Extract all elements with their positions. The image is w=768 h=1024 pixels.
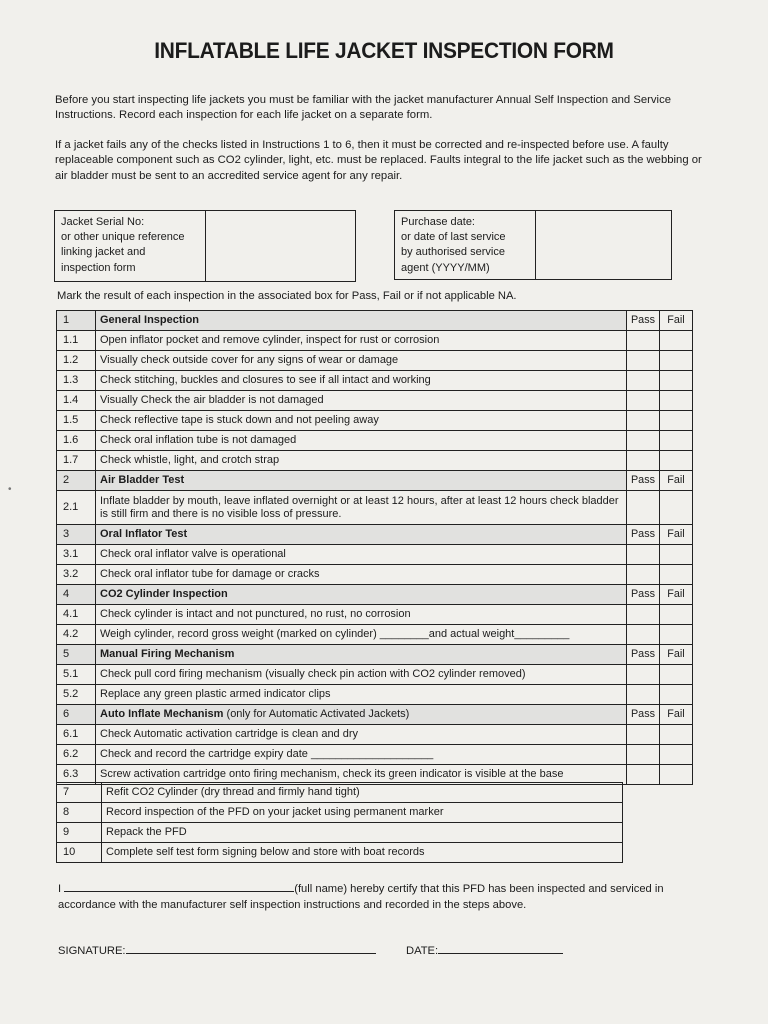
item-text: Screw activation cartridge onto firing mechanism, check its green indicator is visible at the base [96, 765, 627, 785]
item-number: 6.2 [57, 745, 96, 765]
pass-checkbox[interactable] [627, 665, 660, 685]
pass-checkbox[interactable] [627, 745, 660, 765]
form-title: INFLATABLE LIFE JACKET INSPECTION FORM [154, 38, 614, 63]
section-title-text: Manual Firing Mechanism [100, 648, 235, 660]
checklist-row [57, 665, 693, 685]
pass-checkbox[interactable] [627, 371, 660, 391]
pass-checkbox[interactable] [627, 451, 660, 471]
pass-checkbox[interactable] [627, 411, 660, 431]
pass-checkbox[interactable] [627, 685, 660, 705]
section-note: (only for Automatic Activated Jackets) [226, 708, 410, 720]
section-title [96, 705, 627, 725]
section-title [96, 645, 627, 665]
pass-header: Pass [627, 645, 660, 665]
item-number: 6.1 [57, 725, 96, 745]
item-text: Check Automatic activation cartridge is clean and dry [96, 725, 627, 745]
item-number: 2.1 [57, 491, 96, 525]
section-number: 4 [57, 585, 96, 605]
section-number: 5 [57, 645, 96, 665]
pass-checkbox[interactable] [627, 351, 660, 371]
fail-checkbox[interactable] [660, 431, 693, 451]
fail-header: Fail [660, 705, 693, 725]
pass-checkbox[interactable] [627, 605, 660, 625]
fail-checkbox[interactable] [660, 765, 693, 785]
pass-header: Pass [627, 525, 660, 545]
item-text: Open inflator pocket and remove cylinder, inspect for rust or corrosion [96, 331, 627, 351]
section-row [57, 311, 693, 331]
section-title-text: CO2 Cylinder Inspection [100, 588, 228, 600]
item-text: Visually Check the air bladder is not damaged [96, 391, 627, 411]
checklist-row [57, 411, 693, 431]
inspection-table [56, 310, 693, 785]
intro-paragraph-1: Before you start inspecting life jackets you must be familiar with the jacket manufacturer Annual Self Inspection and Service Instructions. Record each inspection for each life jacket on a separate form. [55, 94, 671, 122]
purchase-date-field[interactable] [535, 211, 671, 279]
checklist-row [57, 371, 693, 391]
fail-checkbox[interactable] [660, 391, 693, 411]
margin-mark: • [8, 484, 12, 495]
pass-checkbox[interactable] [627, 765, 660, 785]
item-number: 3.1 [57, 545, 96, 565]
section-title-text: Oral Inflator Test [100, 528, 188, 540]
section-row [57, 525, 693, 545]
step-text: Repack the PFD [102, 823, 623, 843]
item-number: 5.2 [57, 685, 96, 705]
section-number: 1 [57, 311, 96, 331]
certification-text: (full name) hereby certify that this PFD has been inspected and serviced in accordance with the manufacturer self inspection instructions and recorded in the steps above. [58, 883, 664, 911]
fail-header: Fail [660, 585, 693, 605]
fail-header: Fail [660, 645, 693, 665]
item-text: Check and record the cartridge expiry date ____________________ [96, 745, 627, 765]
serial-number-label: Jacket Serial No: or other unique reference linking jacket and inspection form [61, 216, 185, 274]
pass-header: Pass [627, 585, 660, 605]
final-steps-table [56, 782, 623, 863]
item-text: Check oral inflator tube for damage or cracks [96, 565, 627, 585]
pass-checkbox[interactable] [627, 565, 660, 585]
fail-header: Fail [660, 525, 693, 545]
checklist-row [57, 745, 693, 765]
step-number: 8 [57, 803, 102, 823]
item-text: Check oral inflation tube is not damaged [96, 431, 627, 451]
step-number: 10 [57, 843, 102, 863]
fail-checkbox[interactable] [660, 371, 693, 391]
item-number: 1.7 [57, 451, 96, 471]
checklist-row [57, 331, 693, 351]
fail-checkbox[interactable] [660, 745, 693, 765]
signature-field[interactable] [126, 942, 376, 954]
item-text: Check oral inflator valve is operational [96, 545, 627, 565]
fail-checkbox[interactable] [660, 665, 693, 685]
step-text: Complete self test form signing below and store with boat records [102, 843, 623, 863]
serial-number-field[interactable] [205, 211, 355, 281]
fail-checkbox[interactable] [660, 725, 693, 745]
item-text: Check reflective tape is stuck down and not peeling away [96, 411, 627, 431]
item-number: 3.2 [57, 565, 96, 585]
checklist-row [57, 685, 693, 705]
section-number: 2 [57, 471, 96, 491]
checklist-row [57, 605, 693, 625]
certification-statement [58, 880, 698, 913]
pass-checkbox[interactable] [627, 391, 660, 411]
item-number: 1.1 [57, 331, 96, 351]
fail-checkbox[interactable] [660, 605, 693, 625]
fail-checkbox[interactable] [660, 565, 693, 585]
section-number: 3 [57, 525, 96, 545]
fail-checkbox[interactable] [660, 545, 693, 565]
purchase-date-label: Purchase date: or date of last service by authorised service agent (YYYY/MM) [401, 216, 506, 274]
item-text: Check stitching, buckles and closures to see if all intact and working [96, 371, 627, 391]
section-title [96, 471, 627, 491]
section-title-text: Auto Inflate Mechanism [100, 708, 224, 720]
section-row [57, 705, 693, 725]
pass-checkbox[interactable] [627, 491, 660, 525]
pass-header: Pass [627, 471, 660, 491]
item-text: Inflate bladder by mouth, leave inflated overnight or at least 12 hours, after at least 12 hours check bladder is still firm and there is no visible loss of pressure. [96, 491, 627, 525]
item-text: Replace any green plastic armed indicator clips [96, 685, 627, 705]
section-title [96, 311, 627, 331]
signature-label: SIGNATURE: [58, 945, 126, 957]
fail-checkbox[interactable] [660, 451, 693, 471]
section-title-text: Air Bladder Test [100, 474, 185, 486]
section-row [57, 585, 693, 605]
fail-checkbox[interactable] [660, 625, 693, 645]
section-title-text: General Inspection [100, 314, 200, 326]
pass-checkbox[interactable] [627, 545, 660, 565]
item-number: 4.2 [57, 625, 96, 645]
fail-checkbox[interactable] [660, 331, 693, 351]
date-field[interactable] [438, 942, 563, 954]
item-number: 1.5 [57, 411, 96, 431]
item-number: 5.1 [57, 665, 96, 685]
item-text: Check cylinder is intact and not punctured, no rust, no corrosion [96, 605, 627, 625]
checklist-row [57, 725, 693, 745]
pass-checkbox[interactable] [627, 331, 660, 351]
checklist-row [57, 431, 693, 451]
instruction-text: Mark the result of each inspection in the associated box for Pass, Fail or if not applicable NA. [57, 290, 517, 302]
certification-prefix: I [58, 883, 62, 895]
section-number: 6 [57, 705, 96, 725]
pass-checkbox[interactable] [627, 625, 660, 645]
step-text: Refit CO2 Cylinder (dry thread and firmly hand tight) [102, 783, 623, 803]
item-number: 1.2 [57, 351, 96, 371]
serial-number-box [54, 210, 356, 282]
fail-checkbox[interactable] [660, 685, 693, 705]
section-row [57, 645, 693, 665]
final-step-row [57, 823, 623, 843]
pass-header: Pass [627, 705, 660, 725]
item-number: 1.4 [57, 391, 96, 411]
final-step-row [57, 803, 623, 823]
checklist-row [57, 451, 693, 471]
final-step-row [57, 783, 623, 803]
checklist-row [57, 491, 693, 525]
fail-checkbox[interactable] [660, 491, 693, 525]
step-number: 7 [57, 783, 102, 803]
section-title [96, 525, 627, 545]
full-name-field[interactable] [64, 880, 294, 892]
date-label: DATE: [406, 945, 439, 957]
checklist-row [57, 625, 693, 645]
step-number: 9 [57, 823, 102, 843]
pass-checkbox[interactable] [627, 431, 660, 451]
item-text: Check whistle, light, and crotch strap [96, 451, 627, 471]
item-text: Check pull cord firing mechanism (visually check pin action with CO2 cylinder removed) [96, 665, 627, 685]
item-number: 1.3 [57, 371, 96, 391]
signature-row [58, 942, 376, 957]
pass-checkbox[interactable] [627, 725, 660, 745]
fail-checkbox[interactable] [660, 411, 693, 431]
checklist-row [57, 545, 693, 565]
final-step-row [57, 843, 623, 863]
pass-header: Pass [627, 311, 660, 331]
section-row [57, 471, 693, 491]
checklist-row [57, 351, 693, 371]
fail-checkbox[interactable] [660, 351, 693, 371]
fail-header: Fail [660, 311, 693, 331]
section-title [96, 585, 627, 605]
item-text: Weigh cylinder, record gross weight (marked on cylinder) ________and actual weight_________ [96, 625, 627, 645]
item-number: 6.3 [57, 765, 96, 785]
intro-paragraph-2: If a jacket fails any of the checks listed in Instructions 1 to 6, then it must be corrected and re-inspected before use. A faulty replaceable component such as CO2 cylinder, light, etc. must be replaced. Faults integral to the life jacket such as the webbing or air bladder must be sent to an accredited service agent for any repair. [55, 139, 702, 182]
item-number: 4.1 [57, 605, 96, 625]
checklist-row [57, 565, 693, 585]
purchase-date-box [394, 210, 672, 280]
fail-header: Fail [660, 471, 693, 491]
step-text: Record inspection of the PFD on your jacket using permanent marker [102, 803, 623, 823]
item-number: 1.6 [57, 431, 96, 451]
date-row [406, 942, 563, 957]
checklist-row [57, 391, 693, 411]
item-text: Visually check outside cover for any signs of wear or damage [96, 351, 627, 371]
